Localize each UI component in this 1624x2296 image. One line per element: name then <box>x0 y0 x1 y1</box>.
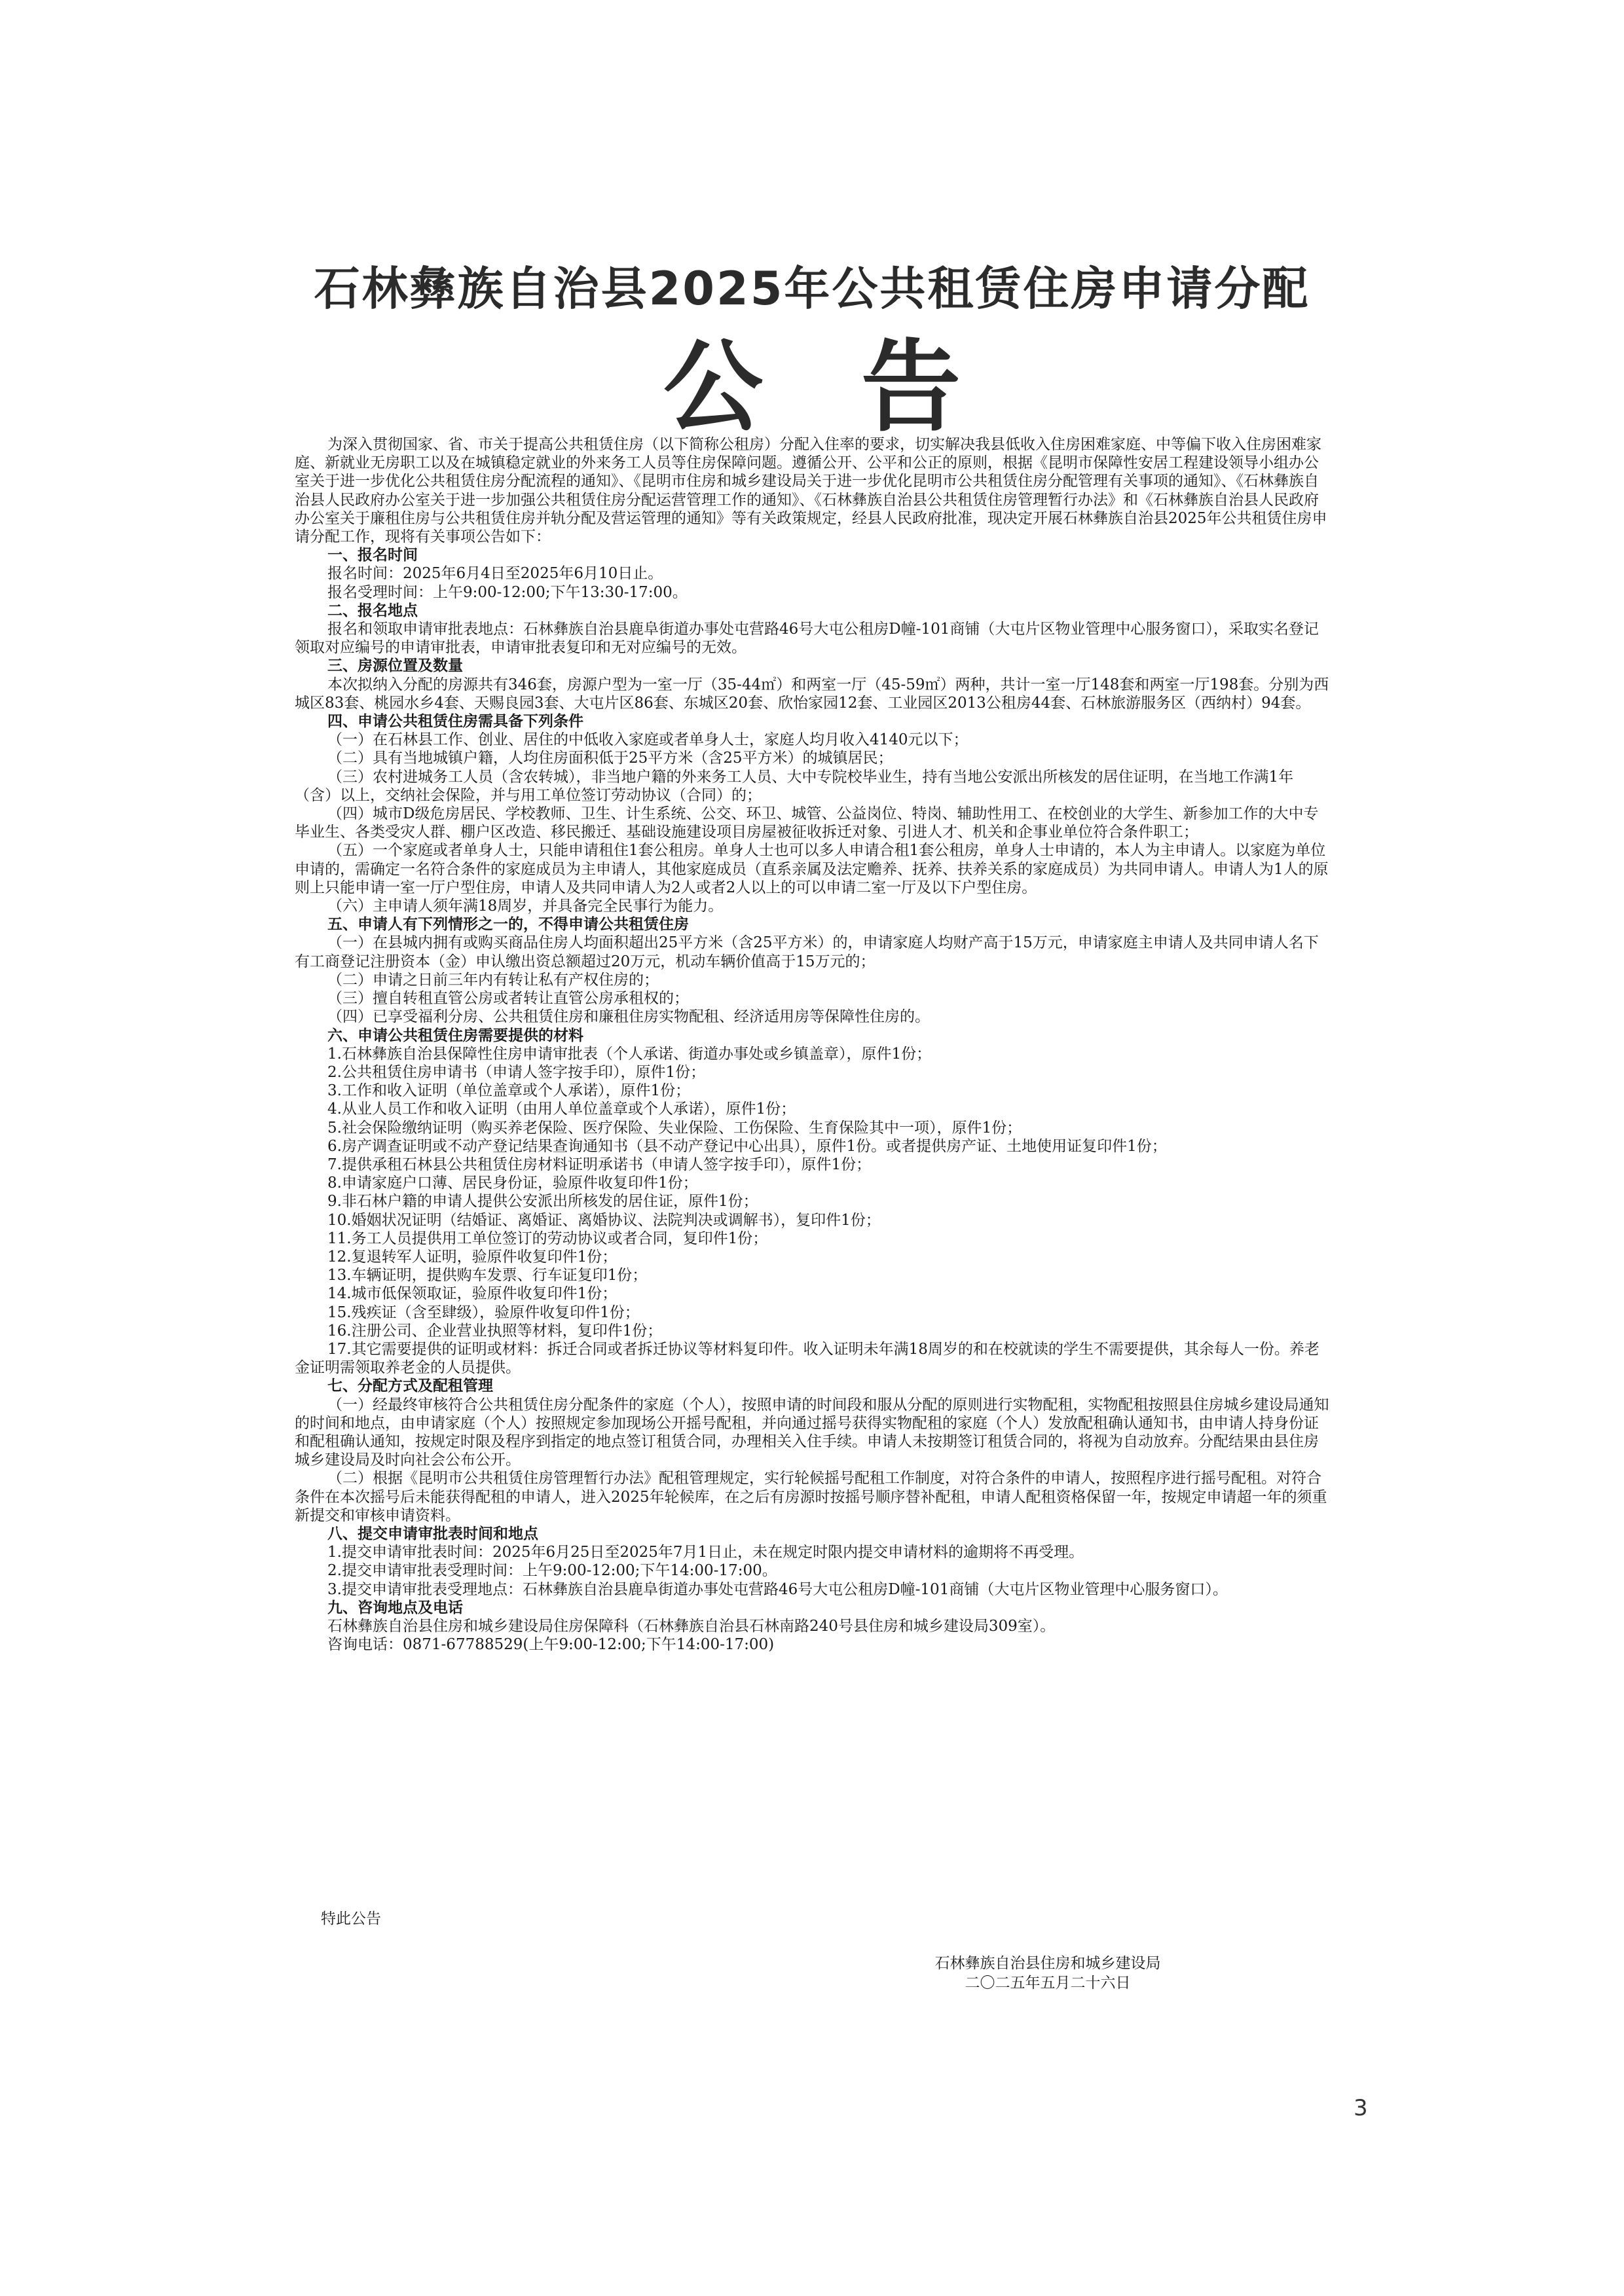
list-item: （五）一个家庭或者单身人士，只能申请租住1套公租房。单身人士也可以多人申请合租1套公租房，单身人士申请的，本人为主申请人。以家庭为单位申请的，需确定一名符合条件的家庭成员为主申请人，其他家庭成员（直系亲属及法定赡养、抚养、扶养关系的家庭成员）为共同申请人。申请人为1人的原则上只能申请一室一厅户型住房，申请人及共同申请人为2人或者2人以上的可以申请二室一厅及以下户型住房。 <box>295 842 1329 896</box>
list-item: 14.城市低保领取证，验原件收复印件1份； <box>327 1285 618 1303</box>
list-item: （一）在石林县工作、创业、居住的中低收入家庭或者单身人士，家庭人均月收入4140元以下； <box>327 731 969 749</box>
list-item: 16.注册公司、企业营业执照等材料，复印件1份； <box>327 1322 663 1339</box>
paragraph: 石林彝族自治县住房和城乡建设局住房保障科（石林彝族自治县石林南路240号县住房和城乡建设局309室）。 <box>327 1618 1056 1635</box>
list-item: （二）根据《昆明市公共租赁住房管理暂行办法》配租管理规定，实行轮候摇号配租工作制度，对符合条件的申请人，按照程序进行摇号配租。对符合条件在本次摇号后未能获得配租的申请人，进入2025年轮候库，在之后有房源时按摇号顺序替补配租，申请人配租资格保留一年，按规定申请超一年的须重新提交和审核申请资料。 <box>295 1470 1327 1524</box>
issuer-name: 石林彝族自治县住房和城乡建设局 <box>934 1955 1161 1972</box>
list-item: （二）具有当地城镇户籍，人均住房面积低于25平方米（含25平方米）的城镇居民； <box>327 750 893 767</box>
list-item: （三）农村进城务工人员（含农转城），非当地户籍的外来务工人员、大中专院校毕业生，持有当地公安派出所核发的居住证明，在当地工作满1年（含）以上，交纳社会保险，并与用工单位签订劳动协议（合同）的； <box>295 768 1294 804</box>
paragraph: 报名和领取申请审批表地点：石林彝族自治县鹿阜街道办事处屯营路46号大屯公租房D幢-101商铺（大屯片区物业管理中心服务窗口），采取实名登记领取对应编号的申请审批表，申请审批表复印和无对应编号的无效。 <box>295 621 1319 657</box>
list-item: （二）申请之日前三年内有转让私有产权住房的； <box>327 971 659 989</box>
list-item: 3.工作和收入证明（单位盖章或个人承诺），原件1份； <box>327 1082 691 1100</box>
issue-date: 二〇二五年五月二十六日 <box>965 1975 1131 1992</box>
paragraph: 报名时间：2025年6月4日至2025年6月10日止。 <box>327 565 663 583</box>
list-item: 7.提供承租石林县公共租赁住房材料证明承诺书（申请人签字按手印），原件1份； <box>327 1156 872 1173</box>
list-item: 10.婚姻状况证明（结婚证、离婚证、离婚协议、法院判决或调解书），复印件1份； <box>327 1211 881 1229</box>
list-item: 11.务工人员提供用工单位签订的劳动协议或者合同，复印件1份； <box>327 1230 768 1247</box>
section-heading: 四、申请公共租赁住房需具备下列条件 <box>327 713 583 731</box>
section-heading: 七、分配方式及配租管理 <box>327 1377 493 1395</box>
list-item: （四）城市D级危房居民、学校教师、卫生、计生系统、公交、环卫、城管、公益岗位、特岗、辅助性用工、在校创业的大学生、新参加工作的大中专毕业生、各类受灾人群、棚户区改造、移民搬迁、基础设施建设项目房屋被征收拆迁对象、引进人才、机关和企事业单位符合条件职工； <box>295 805 1319 841</box>
paragraph: 本次拟纳入分配的房源共有346套，房源户型为一室一厅（35-44㎡）和两室一厅（45-59㎡）两种，共计一室一厅148套和两室一厅198套。分别为西城区83套、桃园水乡4套、天赐良园3套、大屯片区86套、东城区20套、欣怡家园12套、工业园区2013公租房44套、石林旅游服务区（西纳村）94套。 <box>295 676 1329 712</box>
list-item: 13.车辆证明，提供购车发票、行车证复印1份； <box>327 1267 648 1285</box>
list-item: 9.非石林户籍的申请人提供公安派出所核发的居住证，原件1份； <box>327 1193 758 1211</box>
list-item: （三）擅自转租直管公房或者转让直管公房承租权的； <box>327 990 689 1008</box>
section-heading: 一、报名时间 <box>327 547 418 564</box>
list-item: 5.社会保险缴纳证明（购买养老保险、医疗保险、失业保险、工伤保险、生育保险其中一项），原件1份； <box>327 1119 1022 1137</box>
list-item: （一）在县城内拥有或购买商品住房人均面积超出25平方米（含25平方米）的，申请家庭人均财产高于15万元，申请家庭主申请人及共同申请人名下有工商登记注册资本（金）申认缴出资总额超过20万元，机动车辆价值高于15万元的； <box>295 934 1319 970</box>
list-item: 17.其它需要提供的证明或材料：拆迁合同或者拆迁协议等材料复印件。收入证明未年满18周岁的和在校就读的学生不需要提供，其余每人一份。养老金证明需领取养老金的人员提供。 <box>295 1340 1320 1377</box>
list-item: 6.房产调查证明或不动产登记结果查询通知书（县不动产登记中心出具），原件1份。或者提供房产证、土地使用证复印件1份； <box>327 1137 1167 1155</box>
section-heading: 二、报名地点 <box>327 602 418 619</box>
contact-phone: 咨询电话：0871-67788529(上午9:00-12:00;下午14:00-17:00) <box>327 1636 775 1654</box>
list-item: （六）主申请人须年满18周岁，并具备完全民事行为能力。 <box>327 898 724 915</box>
section-heading: 三、房源位置及数量 <box>327 657 463 675</box>
section-heading: 五、申请人有下列情形之一的，不得申请公共租赁住房 <box>327 916 689 934</box>
intro-paragraph: 为深入贯彻国家、省、市关于提高公共租赁住房（以下简称公租房）分配入住率的要求，切实解决我县低收入住房困难家庭、中等偏下收入住房困难家庭、新就业无房职工以及在城镇稳定就业的外来务工人员等住房保障问题。遵循公开、公平和公正的原则，根据《昆明市保障性安居工程建设领导小组办公室关于进一步优化公共租赁住房分配流程的通知》、《昆明市住房和城乡建设局关于进一步优化昆明市公共租赁住房分配管理有关事项的通知》、《石林彝族自治县人民政府办公室关于进一步加强公共租赁住房分配运营管理工作的通知》、《石林彝族自治县公共租赁住房管理暂行办法》和《石林彝族自治县人民政府办公室关于廉租住房与公共租赁住房并轨分配及营运管理的通知》等有关政策规定，经县人民政府批准，现决定开展石林彝族自治县2025年公共租赁住房申请分配工作，现将有关事项公告如下： <box>295 436 1327 546</box>
list-item: 3.提交申请审批表受理地点：石林彝族自治县鹿阜街道办事处屯营路46号大屯公租房D幢-101商铺（大屯片区物业管理中心服务窗口）。 <box>327 1580 1228 1598</box>
list-item: 2.公共租赁住房申请书（申请人签字按手印），原件1份； <box>327 1063 706 1081</box>
document-title: 石林彝族自治县2025年公共租赁住房申请分配 <box>314 262 1310 316</box>
closing-remark: 特此公告 <box>321 1910 381 1927</box>
document-body <box>295 435 1329 1654</box>
list-item: 2.提交申请审批表受理时间：上午9:00-12:00;下午14:00-17:00。 <box>327 1562 777 1580</box>
page-number: 3 <box>1354 2095 1368 2121</box>
document-title-announcement: 公告 <box>663 329 1059 445</box>
section-heading: 六、申请公共租赁住房需要提供的材料 <box>327 1027 583 1044</box>
list-item: （一）经最终审核符合公共租赁住房分配条件的家庭（个人），按照申请的时间段和服从分配的原则进行实物配租，实物配租按照县住房城乡建设局通知的时间和地点，由申请家庭（个人）按照规定参加现场公开摇号配租，并向通过摇号获得实物配租的家庭（个人）发放配租确认通知书，由申请人持身份证和配租确认通知，按规定时限及程序到指定的地点签订租赁合同，办理相关入住手续。申请人未按期签订租赁合同的，将视为自动放弃。分配结果由县住房城乡建设局及时向社会公布公开。 <box>295 1396 1329 1469</box>
list-item: 1.提交申请审批表时间：2025年6月25日至2025年7月1日止，未在规定时限内提交申请材料的逾期将不再受理。 <box>327 1544 1084 1561</box>
list-item: （四）已享受福利分房、公共租赁住房和廉租住房实物配租、经济适用房等保障性住房的。 <box>327 1008 930 1026</box>
list-item: 12.复退转军人证明，验原件收复印件1份； <box>327 1248 618 1266</box>
list-item: 1.石林彝族自治县保障性住房申请审批表（个人承诺、街道办事处或乡镇盖章），原件1份； <box>327 1045 932 1063</box>
list-item: 4.从业人员工作和收入证明（由用人单位盖章或个人承诺），原件1份； <box>327 1101 796 1118</box>
list-item: 15.残疾证（含至肆级），验原件收复印件1份； <box>327 1303 640 1321</box>
list-item: 8.申请家庭户口薄、居民身份证，验原件收复印件1份； <box>327 1175 698 1192</box>
section-heading: 九、咨询地点及电话 <box>327 1599 463 1616</box>
paragraph: 报名受理时间：上午9:00-12:00;下午13:30-17:00。 <box>327 583 688 601</box>
section-heading: 八、提交申请审批表时间和地点 <box>327 1525 538 1542</box>
